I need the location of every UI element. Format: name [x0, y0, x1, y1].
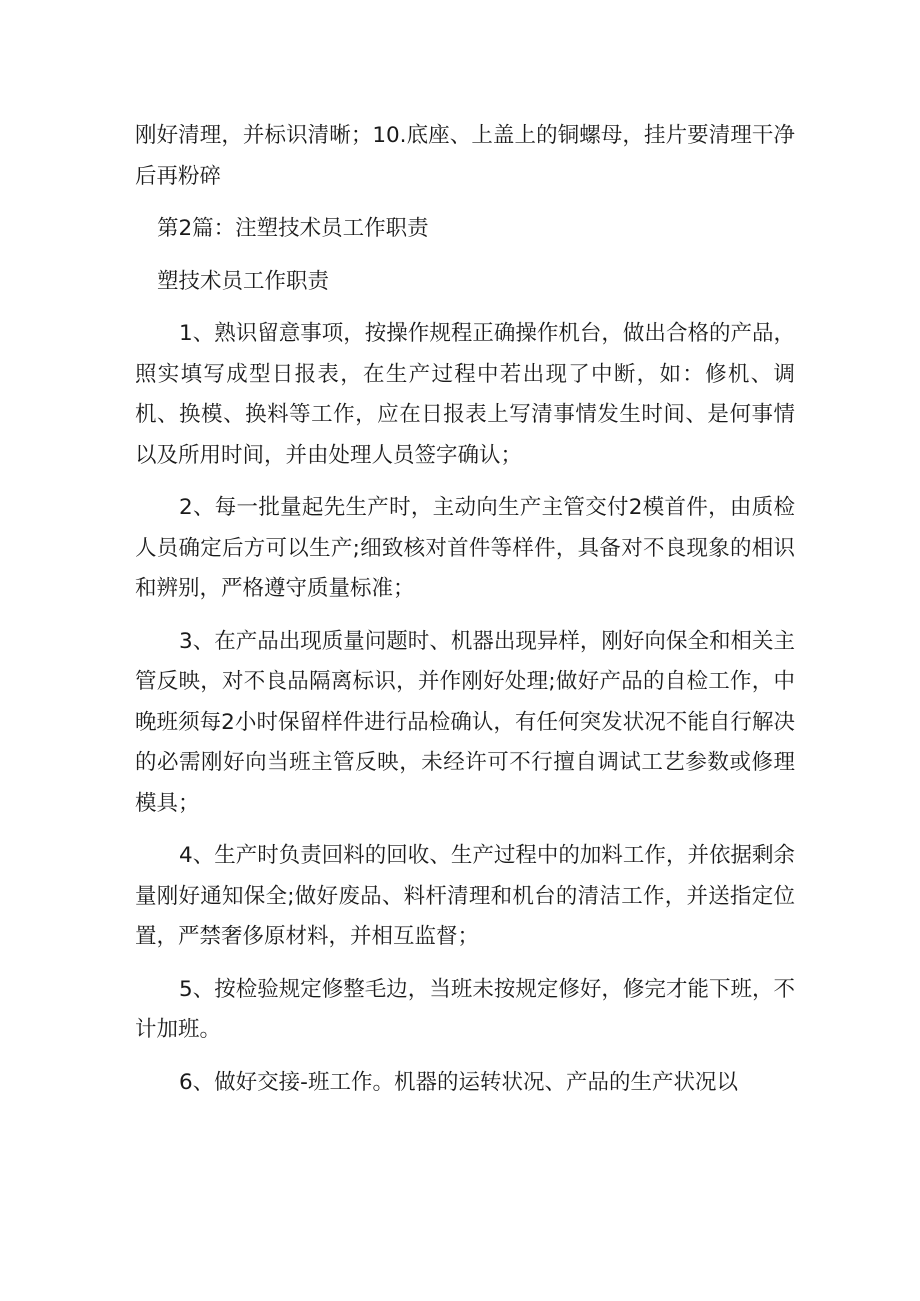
list-item-4: 4、生产时负责回料的回收、生产过程中的加料工作，并依据剩余量刚好通知保全;做好废品、料杆清理和机台的清洁工作，并送指定位置，严禁奢侈原材料，并相互监督； [135, 843, 795, 949]
section-subtitle: 塑技术员工作职责 [157, 268, 330, 294]
paragraph-continuation: 刚好清理，并标识清晰；10.底座、上盖上的铜螺母，挂片要清理干净后再粉碎 [135, 123, 795, 189]
list-item-5: 5、按检验规定修整毛边，当班未按规定修好，修完才能下班，不计加班。 [135, 976, 795, 1042]
list-item-2: 2、每一批量起先生产时，主动向生产主管交付2模首件，由质检人员确定后方可以生产;细致核对首件等样件，具备对不良现象的相识和辨别，严格遵守质量标准； [135, 495, 795, 601]
list-item-6: 6、做好交接-班工作。机器的运转状况、产品的生产状况以 [179, 1069, 738, 1095]
list-item-3: 3、在产品出现质量问题时、机器出现异样，刚好向保全和相关主管反映，对不良品隔离标识，并作刚好处理;做好产品的自检工作，中晚班须每2小时保留样件进行品检确认，有任何突发状况不能自行解决的必需刚好向当班主管反映，未经许可不行擅自调试工艺参数或修理模具； [135, 628, 795, 816]
list-item-1: 1、熟识留意事项，按操作规程正确操作机台，做出合格的产品，照实填写成型日报表，在生产过程中若出现了中断，如：修机、调机、换模、换料等工作，应在日报表上写清事情发生时间、是何事情以及所用时间，并由处理人员签字确认； [135, 321, 795, 468]
section-heading: 第2篇：注塑技术员工作职责 [157, 216, 429, 241]
document-body [135, 116, 795, 1103]
